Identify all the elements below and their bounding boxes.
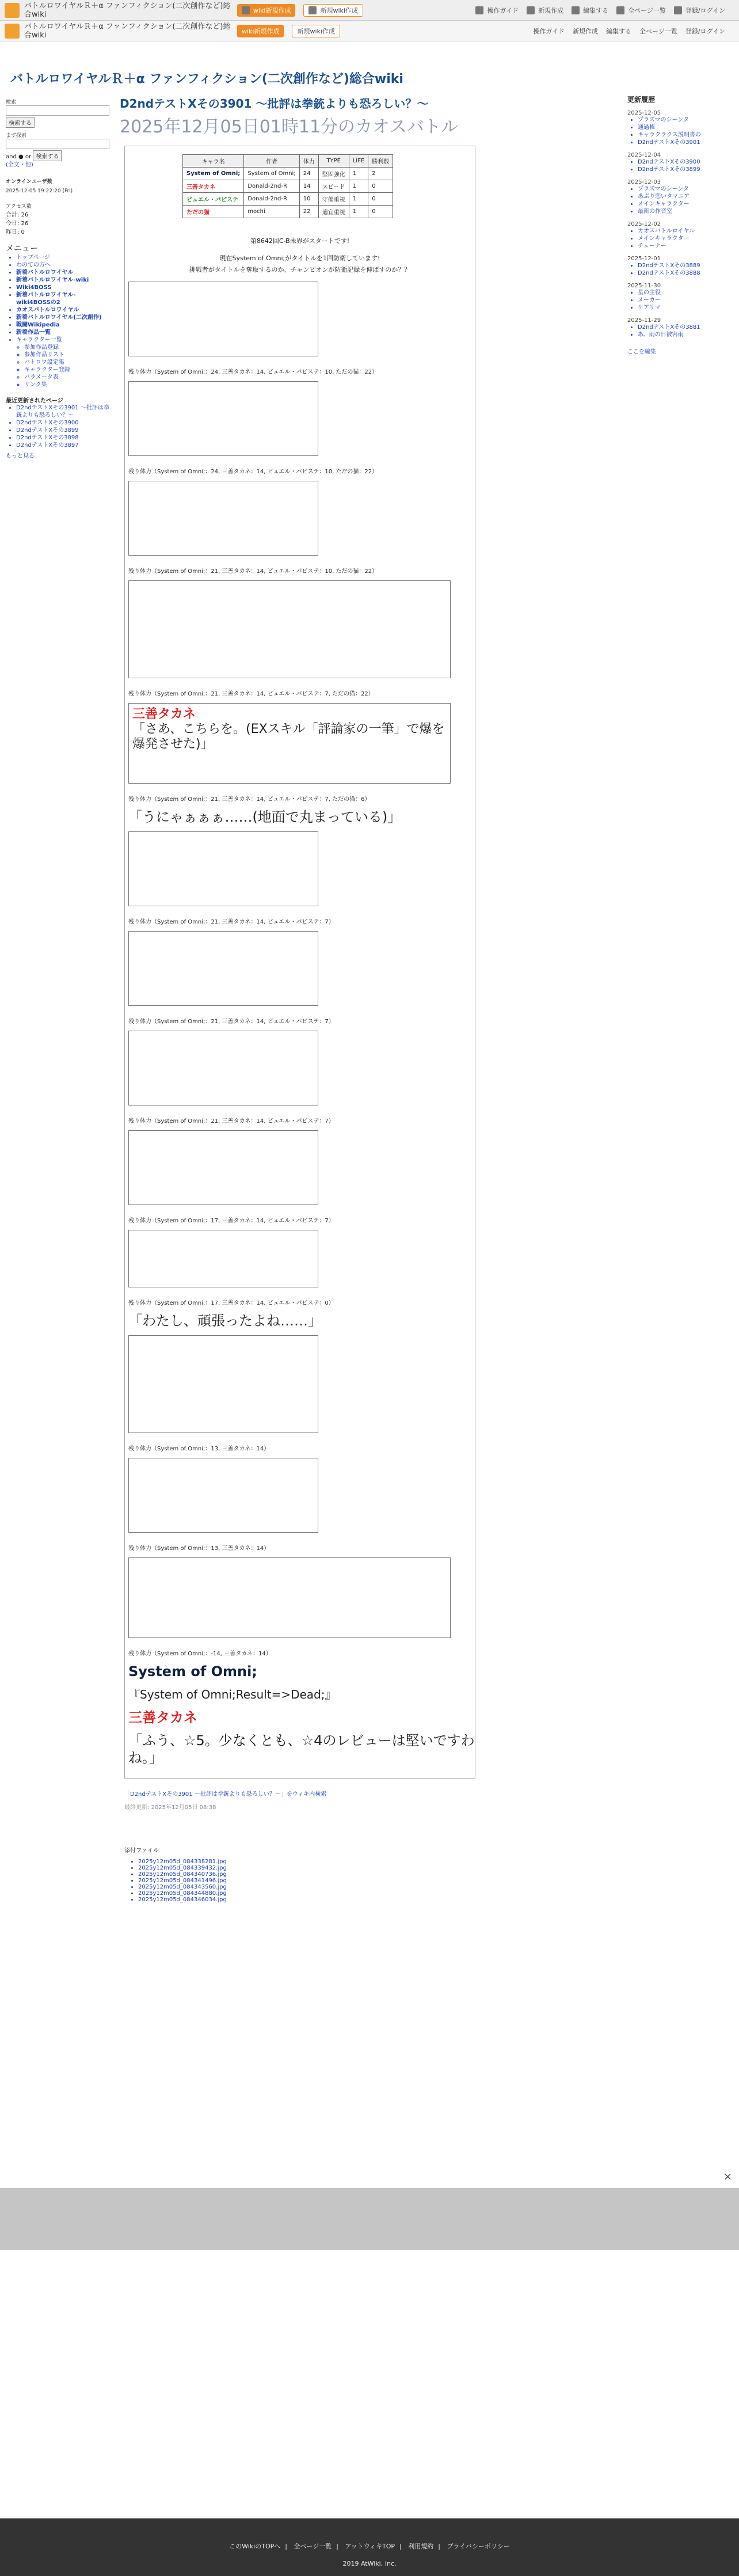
edit-button[interactable]: 編集する (572, 6, 608, 15)
edit-here-link[interactable]: ここを編集 (627, 349, 656, 355)
attachment-link[interactable]: • 2025y12m05d_084340736.jpg (138, 1871, 609, 1878)
history-item[interactable]: • ケアリマ (638, 304, 731, 311)
table-row: System of Omni; System of Omni; 24 堅固強化 1 2 (183, 168, 393, 180)
menu-item[interactable]: • Wiki4BOSS (16, 284, 109, 291)
top-bar (0, 0, 739, 21)
battle-log-block (128, 282, 318, 356)
footer-link[interactable]: このWikiのTOPへ (229, 2543, 281, 2550)
cat-scene: 「うにゃぁぁぁ……(地面で丸まっている)」 (128, 809, 402, 825)
history-title: 更新履歴 (627, 96, 656, 104)
history-item[interactable]: • メインキャラクター (638, 200, 731, 208)
history-item[interactable]: • D2ndテストXその3888 (638, 269, 731, 277)
table-row: ビュエル・パピステ Donald-2nd-R 10 守備重視 1 0 (183, 193, 393, 206)
menu-item[interactable]: • 戦闘Wikipedia (16, 321, 109, 329)
victory-quote: 「ふう、☆5。少なくとも、☆4のレビューは堅いですわね。」 (128, 1732, 475, 1766)
footer-link[interactable]: アットウィキTOP (345, 2543, 395, 2550)
remain-hp: 残り体力（System of Omni;：21, 三善タカネ：14, ビュエル・パピステ：7, ただの猫：22） (128, 691, 374, 697)
user-icon (674, 6, 682, 14)
history-item[interactable]: • D2ndテストXその3889 (638, 262, 731, 269)
new-wiki-button[interactable]: wiki新規作成 (237, 4, 295, 17)
menu-sub-item[interactable]: ◦ 参加作品リスト (24, 351, 109, 359)
recent-item[interactable]: • D2ndテストXその3897 (16, 442, 109, 449)
menu-item[interactable]: • 新着作品一覧 (16, 329, 109, 336)
remain-hp: 残り体力（System of Omni;：21, 三善タカネ：14, ビュエル・パピステ：10, ただの猫：22） (128, 568, 378, 575)
main-content (120, 94, 609, 1903)
new-page-button[interactable]: 新規wiki作成 (303, 4, 363, 17)
remain-hp: 残り体力（System of Omni;：21, 三善タカネ：14, ビュエル・パピステ：7） (128, 1118, 334, 1124)
battle-log-block (128, 1230, 318, 1287)
th-wins: 勝利数 (368, 155, 393, 168)
sub-edit[interactable]: 編集する (606, 27, 632, 35)
remain-hp: 残り体力（System of Omni;：17, 三善タカネ：14, ビュエル・パピステ：0） (128, 1300, 334, 1306)
recent-item[interactable]: • D2ndテストXその3901 ～批評は拳銃よりも恐ろしい？～ (16, 404, 109, 419)
battle-panel (124, 146, 475, 1779)
sub-login[interactable]: 登録/ログイン (685, 27, 725, 35)
pencil-icon (572, 6, 580, 14)
sub-all-pages[interactable]: 全ページ一覧 (639, 27, 677, 35)
site-logo-icon[interactable] (5, 3, 20, 18)
stats-table (182, 154, 393, 218)
attachment-link[interactable]: • 2025y12m05d_084339432.jpg (138, 1865, 609, 1871)
history-item[interactable]: • 星の主役 (638, 289, 731, 297)
battle-log-block (128, 481, 318, 556)
attachment-link[interactable]: • 2025y12m05d_084346034.jpg (138, 1897, 609, 1903)
menu-item[interactable]: • キャラクター一覧 (16, 336, 109, 344)
footer: このWikiのTOPへ | 全ページ一覧 | アットウィキTOP | 利用規約 | プライバシーポリシー 2019 AtWiki, Inc. (0, 2518, 739, 2576)
menu-sub-item[interactable]: ◦ 参加作品登録 (24, 344, 109, 351)
wiki-title[interactable]: バトルロワイヤルＲ＋α ファンフィクション(二次創作など)総合wiki (10, 72, 403, 86)
battle-log-block (128, 1458, 318, 1533)
access-label: アクセス数 (6, 204, 32, 210)
attachment-link[interactable]: • 2025y12m05d_084341496.jpg (138, 1878, 609, 1884)
history-item[interactable]: • メインキャラクター (638, 235, 731, 242)
history-item[interactable]: • キャラクラクス説明書の (638, 131, 731, 139)
footer-link[interactable]: プライバシーポリシー (447, 2543, 510, 2550)
online-label: オンラインユーザ数 (6, 179, 52, 185)
page-icon (308, 6, 317, 14)
battle-log-block (128, 831, 318, 906)
menu-item[interactable]: • 新着バトルロワイヤル-wiki (16, 276, 109, 284)
menu-item[interactable]: • トップページ (16, 254, 109, 261)
full-search-link[interactable]: (全文・他) (6, 162, 33, 168)
search-input[interactable] (6, 105, 109, 116)
attachments (124, 1845, 609, 1903)
wiki-search-note (124, 1789, 609, 1811)
attachment-link[interactable]: • 2025y12m05d_084343560.jpg (138, 1884, 609, 1890)
search-button-2[interactable]: 検索する (33, 150, 62, 161)
overlay-band (0, 2188, 739, 2250)
left-sidebar (0, 94, 115, 461)
menu-title: メニュー (6, 244, 38, 253)
last-updated: 最終更新: 2025年12月05日 08:38 (124, 1804, 216, 1811)
battle-log-block (128, 931, 318, 1006)
remain-hp: 残り体力（System of Omni;：-14, 三善タカネ：14） (128, 1651, 272, 1657)
battle-log-block: 三善タカネ 「さあ、こちらを。(EXスキル「評論家の一筆」で爆を爆発させた)」 (128, 703, 451, 784)
remain-hp: 残り体力（System of Omni;：21, 三善タカネ：14, ビュエル・パピステ：7） (128, 1019, 334, 1025)
th-name: キャラ名 (183, 155, 244, 168)
history-item[interactable]: • D2ndテストXその3899 (638, 166, 731, 173)
menu-sub-item[interactable]: ◦ バトロワ設定集 (24, 359, 109, 366)
remain-hp: 残り体力（System of Omni;：21, 三善タカネ：14, ビュエル・パピステ：7, ただの猫：6） (128, 796, 371, 803)
menu-item[interactable]: • 新着バトルロワイヤル-wiki4BOSSの2 (16, 291, 109, 306)
menu-item[interactable]: • わのての方へ (16, 261, 109, 269)
history-item[interactable]: • あ、雨の日被害雨 (638, 331, 731, 339)
menu-sub-item[interactable]: ◦ リンク集 (24, 381, 109, 389)
in-wiki-search-link[interactable]: 「D2ndテストXその3901 ～批評は拳銃よりも恐ろしい？～」をウィキ内検索 (124, 1791, 327, 1798)
sub-new-wiki-button[interactable]: wiki新規作成 (237, 25, 284, 37)
site-title[interactable]: バトルロワイヤルＲ＋α ファンフィクション(二次創作など)総合wiki (24, 1, 231, 19)
list-icon (616, 6, 624, 14)
defeat-line: 『System of Omni;Result=>Dead;』 (128, 1688, 337, 1701)
remain-hp: 残り体力（System of Omni;：24, 三善タカネ：14, ビュエル・パピステ：10, ただの猫：22） (128, 469, 378, 475)
th-type: TYPE (318, 155, 349, 168)
th-hp: 体力 (299, 155, 318, 168)
search-input-2[interactable] (6, 139, 109, 149)
history-item[interactable]: • D2ndテストXその3900 (638, 158, 731, 166)
menu-item[interactable]: • 新着バトルロワイヤル (16, 269, 109, 276)
history-item[interactable]: • 通過権 (638, 124, 731, 131)
table-row: 三善タカネ Donald-2nd-R 14 スピード 1 0 (183, 180, 393, 193)
sub-logo-icon (5, 24, 20, 39)
table-row: ただの猫 mochi 22 適宜重視 1 0 (183, 206, 393, 218)
menu-sub-item[interactable]: ◦ キャラクター登録 (24, 366, 109, 374)
intro-text: 第8642回C-B未界がスタートです! 現在System of Omni;がタイトルを1回防衛しています! 挑戦者がタイトルを奪取するのか、チャンピオンが防衛記録を伸ばすのか？？ (189, 237, 411, 273)
close-icon[interactable]: × (723, 2171, 732, 2183)
history-item[interactable]: • 最新の作音室 (638, 208, 731, 215)
more-label: まず探索 (6, 133, 27, 139)
access-yesterday: 昨日: 0 (6, 229, 25, 235)
attachment-link[interactable]: • 2025y12m05d_084344880.jpg (138, 1890, 609, 1897)
vyuel-scene: 「わたし、頑張ったよね……」 (128, 1313, 322, 1329)
sub-bar (0, 21, 739, 41)
attachment-link[interactable]: • 2025y12m05d_084338281.jpg (138, 1859, 609, 1865)
history-item[interactable]: • プラズマのシーンタ (638, 185, 731, 193)
history-item[interactable]: • カオスバトルロイヤル (638, 227, 731, 235)
footer-link[interactable]: 利用規約 (408, 2543, 434, 2550)
access-today: 今日: 26 (6, 221, 29, 227)
recent-item[interactable]: • D2ndテストXその3898 (16, 434, 109, 442)
sub-site-title: バトルロワイヤルＲ＋α ファンフィクション(二次創作など)総合wiki (24, 22, 231, 40)
page-subtitle: 2025年12月05日01時11分のカオスバトル (120, 117, 459, 137)
recent-item[interactable]: • D2ndテストXその3899 (16, 427, 109, 434)
battle-log-block (128, 1335, 318, 1433)
defeat-name: System of Omni; (128, 1663, 257, 1680)
battle-log-block (128, 580, 451, 678)
more-link[interactable]: もっと見る (6, 453, 35, 459)
wiki-icon (242, 6, 250, 14)
sub-new-page-button[interactable]: 新規wiki作成 (292, 25, 340, 37)
access-total: 合計: 26 (6, 212, 29, 218)
footer-link[interactable]: 全ページ一覧 (294, 2543, 332, 2550)
search-label: 検索 (6, 100, 17, 105)
battle-log-block (128, 1557, 451, 1638)
remain-hp: 残り体力（System of Omni;：17, 三善タカネ：14, ビュエル・パピステ：7） (128, 1218, 334, 1224)
plus-icon (527, 6, 535, 14)
th-author: 作者 (244, 155, 299, 168)
history-item[interactable]: • あぶり恋いタマニア (638, 193, 731, 200)
login-button[interactable]: 登録/ログイン (674, 6, 725, 15)
victory-name: 三善タカネ (128, 1709, 197, 1726)
sub-create[interactable]: 新規作成 (573, 27, 599, 35)
history-item[interactable]: • メーカー (638, 297, 731, 304)
sub-guide[interactable]: 操作ガイド (533, 27, 565, 35)
menu-sub-item[interactable]: ◦ パラメータ表 (24, 374, 109, 381)
remain-hp: 残り体力（System of Omni;：24, 三善タカネ：14, ビュエル・パピステ：10, ただの猫：22） (128, 369, 378, 375)
create-button[interactable]: 新規作成 (527, 6, 563, 15)
guide-icon (475, 6, 483, 14)
history-item[interactable]: • プラズマのシーンタ (638, 116, 731, 124)
and-or-radio[interactable]: and ● or (6, 154, 32, 160)
menu-item[interactable]: • カオスバトルロワイヤル (16, 306, 109, 314)
remain-hp: 残り体力（System of Omni;：21, 三善タカネ：14, ビュエル・パピステ：7） (128, 919, 334, 925)
history-item[interactable]: • チェーナー (638, 242, 731, 250)
remain-hp: 残り体力（System of Omni;：13, 三善タカネ：14） (128, 1545, 270, 1552)
menu-item[interactable]: • 新着バトルロワイヤル(二次創作) (16, 314, 109, 321)
battle-log-block (128, 1031, 318, 1105)
right-sidebar: 更新履歴 2025-12-05 • プラズマのシーンタ • 通過権 • キャラクラクス説明書の • D2ndテストXその3901 2025-12-04 • D2ndテストXその3900 • D2ndテストXその3899 2025-12-03 • プラズマのシーンタ • あぶり恋いタマニア • メインキャラクター • 最新の作音室 2025-12-02 • カオスバトルロイヤル • メインキャラクター • チェーナー 2025-12-01 • D2ndテストXその3889 • D2ndテストXその3888 2025-11-30 • 星の主役 • メーカー • ケアリマ 2025-11-29 • D2ndテストXその3881 • あ、雨の日被害雨 ここを編集 (627, 94, 731, 355)
remain-hp: 残り体力（System of Omni;：13, 三善タカネ：14） (128, 1446, 270, 1452)
attachments-title: 添付ファイル (124, 1848, 159, 1854)
guide-button[interactable]: 操作ガイド (475, 6, 519, 15)
battle-log-block (128, 1130, 318, 1205)
page-title: D2ndテストXその3901 ～批評は拳銃よりも恐ろしい？～ (120, 97, 429, 111)
recent-item[interactable]: • D2ndテストXその3900 (16, 419, 109, 427)
search-button[interactable]: 検索する (6, 117, 35, 128)
history-item[interactable]: • D2ndテストXその3881 (638, 324, 731, 331)
copyright: 2019 AtWiki, Inc. (342, 2560, 397, 2567)
all-pages-button[interactable]: 全ページ一覧 (616, 6, 666, 15)
th-life: LIFE (349, 155, 368, 168)
recent-title: 最近更新されたページ (6, 398, 63, 404)
battle-log-block (128, 381, 318, 456)
history-item[interactable]: • D2ndテストXその3901 (638, 139, 731, 146)
timestamp: 2025-12-05 19:22:20 (Fri) (6, 188, 73, 194)
